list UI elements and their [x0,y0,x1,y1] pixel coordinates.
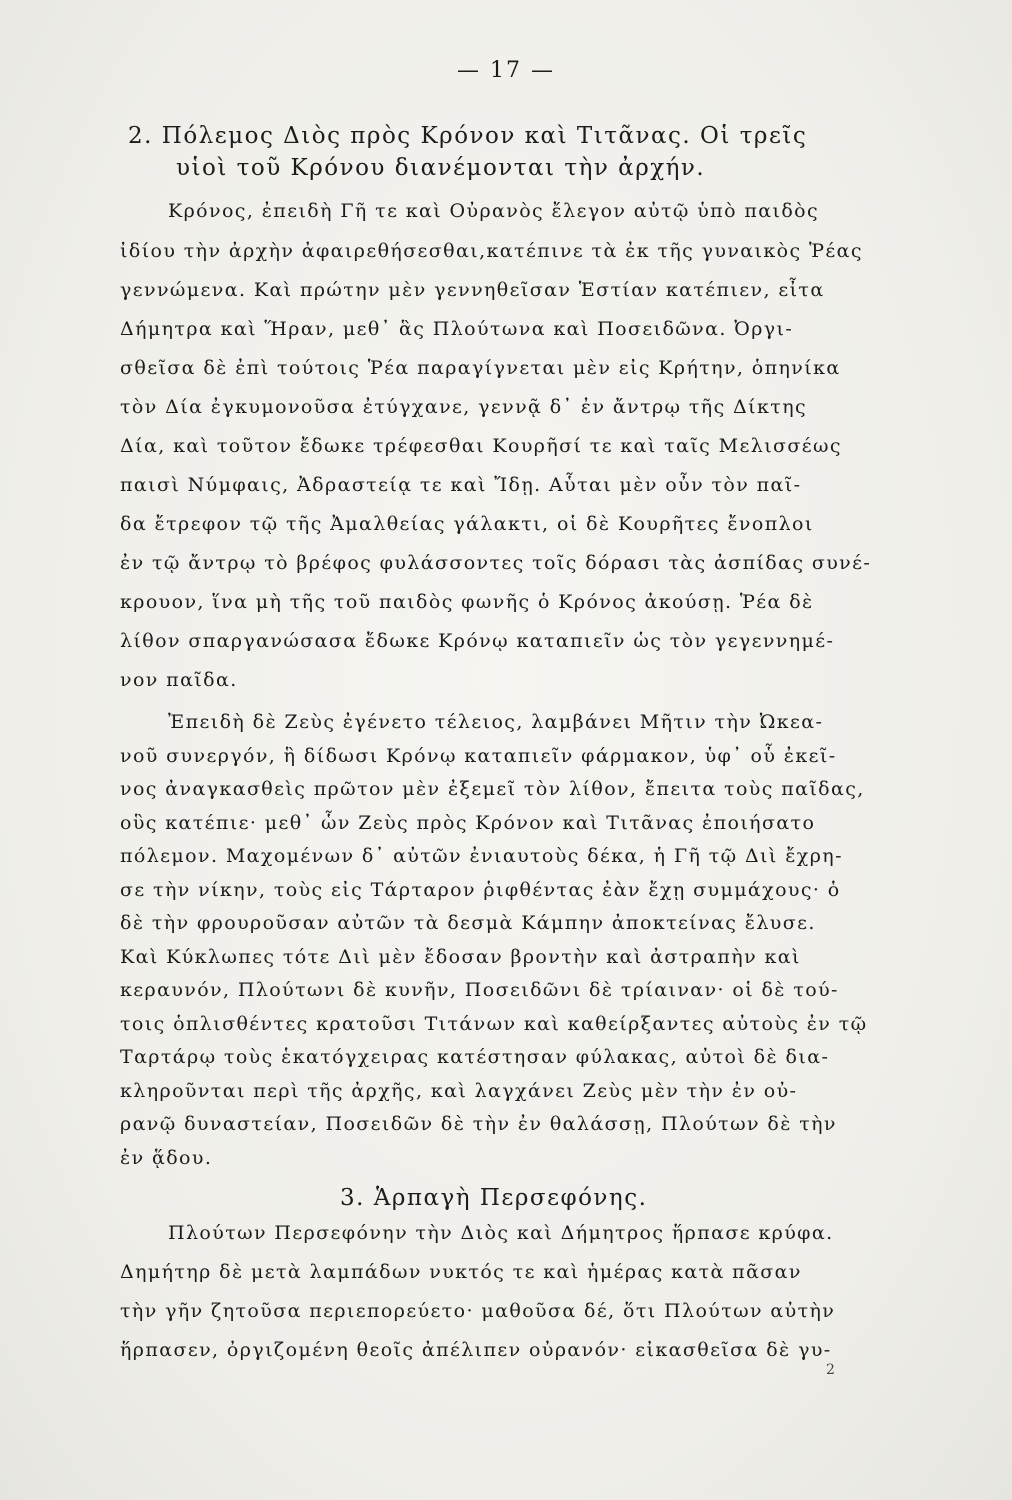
text-line: Ταρτάρῳ τοὺς ἑκατόγχειρας κατέστησαν φύλακας, αὐτοὶ δὲ δια- [120,1046,830,1068]
section-heading-3: 3. Ἁρπαγὴ Περσεφόνης. [340,1185,648,1211]
text-line: Δημήτηρ δὲ μετὰ λαμπάδων νυκτός τε καὶ ἡμέρας κατὰ πᾶσαν [120,1261,802,1283]
text-line: Δία, καὶ τοῦτον ἔδωκε τρέφεσθαι Κουρῆσί τε καὶ ταῖς Μελισσέως [120,435,842,457]
text-line: πόλεμον. Μαχομένων δ᾽ αὐτῶν ἐνιαυτοὺς δέκα, ἡ Γῆ τῷ Διὶ ἔχρη- [120,845,843,867]
section-heading-2-line2: υἱοὶ τοῦ Κρόνου διανέμονται τὴν ἀρχήν. [176,155,706,181]
text-line: νον παῖδα. [120,669,238,691]
text-line: ρανῷ δυναστείαν, Ποσειδῶν δὲ τὴν ἐν θαλάσσῃ, Πλούτων δὲ τὴν [120,1113,837,1135]
text-line: δὲ τὴν φρουροῦσαν αὐτῶν τὰ δεσμὰ Κάμπην ἀποκτείνας ἔλυσε. [120,912,816,934]
text-line: οὓς κατέπιε· μεθ᾽ ὧν Ζεὺς πρὸς Κρόνον καὶ Τιτᾶνας ἐποιήσατο [120,811,816,834]
text-line: γεννώμενα. Καὶ πρώτην μὲν γεννηθεῖσαν Ἑστίαν κατέπιεν, εἶτα [120,279,825,301]
text-line: τὸν Δία ἐγκυμονοῦσα ἐτύγχανε, γεννᾷ δ᾽ ἐν ἄντρῳ τῆς Δίκτης [120,396,808,418]
text-line: λίθον σπαργανώσασα ἔδωκε Κρόνῳ καταπιεῖν ὡς τὸν γεγεννημέ- [120,630,835,652]
text-line: νος ἀναγκασθεὶς πρῶτον μὲν ἐξεμεῖ τὸν λίθον, ἔπειτα τοὺς παῖδας, [120,778,865,800]
text-line: κρουον, ἵνα μὴ τῆς τοῦ παιδὸς φωνῆς ὁ Κρόνος ἀκούσῃ. Ῥέα δὲ [120,591,814,613]
text-line: Καὶ Κύκλωπες τότε Διὶ μὲν ἔδοσαν βροντὴν καὶ ἀστραπὴν καὶ [120,945,801,968]
signature-mark: 2 [826,1362,835,1378]
text-line: ἰδίου τὴν ἀρχὴν ἀφαιρεθήσεσθαι,κατέπινε τὰ ἐκ τῆς γυναικὸς Ῥέας [120,240,863,262]
text-line: Δήμητρα καὶ Ἥραν, μεθ᾽ ἃς Πλούτωνα καὶ Ποσειδῶνα. Ὀργι- [120,318,794,340]
text-line: δα ἔτρεφον τῷ τῆς Ἀμαλθείας γάλακτι, οἱ δὲ Κουρῆτες ἔνοπλοι [120,513,814,535]
text-line: νοῦ συνεργόν, ἣ δίδωσι Κρόνῳ καταπιεῖν φάρμακον, ὑφ᾽ οὗ ἐκεῖ- [120,744,837,767]
text-line: Ἐπειδὴ δὲ Ζεὺς ἐγένετο τέλειος, λαμβάνει Μῆτιν τὴν Ὠκεα- [168,711,824,733]
text-line: τὴν γῆν ζητοῦσα περιεπορεύετο· μαθοῦσα δέ, ὅτι Πλούτων αὐτὴν [120,1300,836,1322]
page-number: — 17 — [457,58,555,83]
text-line: σε τὴν νίκην, τοὺς εἰς Τάρταρον ῥιφθέντας ἐὰν ἔχῃ συμμάχους· ὁ [120,878,841,901]
text-line: Πλούτων Περσεφόνην τὴν Διὸς καὶ Δήμητρος ἥρπασε κρύφα. [168,1222,834,1244]
text-line: ἐν ᾅδου. [120,1146,213,1169]
text-line: ἐν τῷ ἄντρῳ τὸ βρέφος φυλάσσοντες τοῖς δόρασι τὰς ἀσπίδας συνέ- [120,552,872,574]
text-line: ἥρπασεν, ὀργιζομένη θεοῖς ἀπέλιπεν οὐρανόν· εἰκασθεῖσα δὲ γυ- [120,1339,832,1361]
text-line: κληροῦνται περὶ τῆς ἀρχῆς, καὶ λαγχάνει Ζεὺς μὲν τὴν ἐν οὐ- [120,1079,798,1102]
text-line: σθεῖσα δὲ ἐπὶ τούτοις Ῥέα παραγίγνεται μὲν εἰς Κρήτην, ὁπηνίκα [120,357,841,379]
text-line: τοις ὁπλισθέντες κρατοῦσι Τιτάνων καὶ καθείρξαντες αὐτοὺς ἐν τῷ [120,1012,868,1035]
text-line: Κρόνος, ἐπειδὴ Γῆ τε καὶ Οὐρανὸς ἔλεγον αὐτῷ ὑπὸ παιδὸς [168,200,820,222]
section-heading-2-line1: 2. Πόλεμος Διὸς πρὸς Κρόνον καὶ Τιτᾶνας. Οἱ τρεῖς [128,123,808,149]
text-line: παισὶ Νύμφαις, Ἀδραστείᾳ τε καὶ Ἴδῃ. Αὗται μὲν οὖν τὸν παῖ- [120,474,802,496]
text-line: κεραυνόν, Πλούτωνι δὲ κυνῆν, Ποσειδῶνι δὲ τρίαιναν· οἱ δὲ τού- [120,979,839,1001]
